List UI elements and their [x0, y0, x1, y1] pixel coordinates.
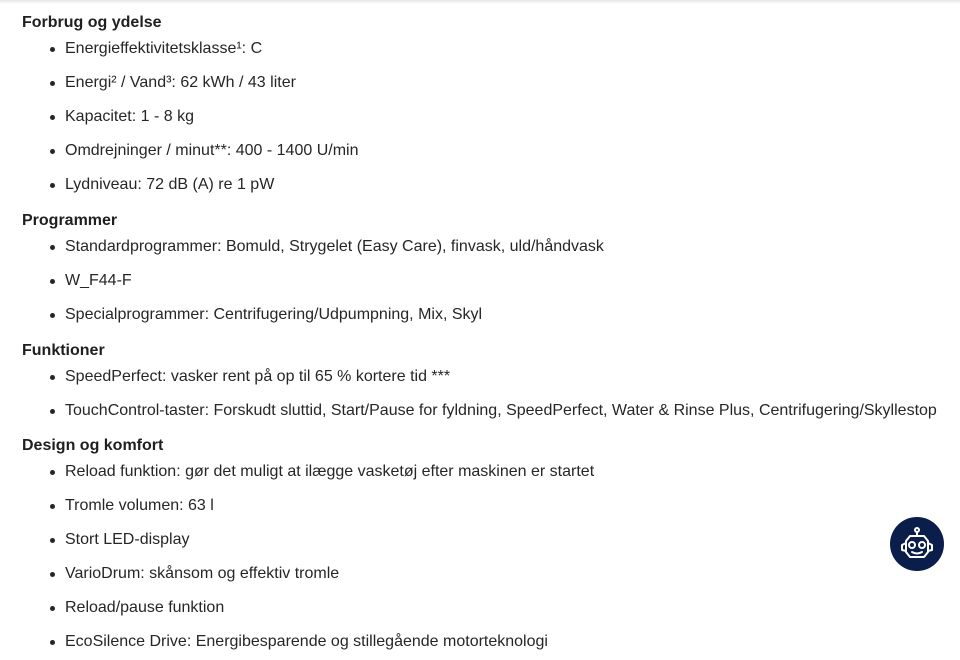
feature-list [22, 456, 922, 660]
list-item-text: Lydniveau: 72 dB (A) re 1 pW [65, 176, 275, 193]
feature-list [22, 33, 922, 203]
list-item-text: W_F44-F [65, 272, 132, 289]
list-item [22, 33, 922, 67]
list-item-text: Omdrejninger / minut**: 400 - 1400 U/min [65, 142, 359, 159]
section-programs [22, 211, 922, 333]
section-title: Forbrug og ydelse [22, 14, 162, 31]
list-item [22, 169, 922, 203]
section-design-comfort [22, 436, 922, 660]
list-item [22, 299, 922, 333]
list-item-text: TouchControl-taster: Forskudt sluttid, Start/Pause for fyldning, SpeedPerfect, Water & Rinse Plus, Centrifugering/Skyllestop [65, 402, 937, 419]
list-item [22, 456, 922, 490]
list-item-text: Standardprogrammer: Bomuld, Strygelet (Easy Care), finvask, uld/håndvask [65, 238, 604, 255]
list-item-text: Tromle volumen: 63 l [65, 497, 214, 514]
section-functions [22, 341, 937, 429]
list-item [22, 524, 922, 558]
list-item-text: Kapacitet: 1 - 8 kg [65, 108, 194, 125]
feature-list [22, 231, 922, 333]
list-item [22, 265, 922, 299]
list-item-text: VarioDrum: skånsom og effektiv tromle [65, 565, 340, 582]
chat-assistant-button[interactable] [890, 517, 944, 571]
feature-list [22, 361, 937, 429]
list-item [22, 101, 922, 135]
robot-icon [897, 524, 937, 564]
list-item [22, 490, 922, 524]
list-item [22, 626, 922, 660]
section-consumption [22, 13, 922, 203]
section-title: Programmer [22, 212, 118, 229]
list-item-text: Specialprogrammer: Centrifugering/Udpumpning, Mix, Skyl [65, 306, 483, 323]
list-item [22, 67, 922, 101]
list-item [22, 558, 922, 592]
list-item-text: Reload/pause funktion [65, 599, 225, 616]
list-item-text: Energieffektivitetsklasse¹: C [65, 40, 263, 57]
list-item [22, 231, 922, 265]
list-item [22, 395, 937, 429]
section-title: Design og komfort [22, 437, 164, 454]
list-item [22, 592, 922, 626]
section-title: Funktioner [22, 342, 105, 359]
list-item [22, 361, 922, 395]
list-item-text: Reload funktion: gør det muligt at ilægge vasketøj efter maskinen er startet [65, 463, 595, 480]
list-item-text: SpeedPerfect: vasker rent på op til 65 % kortere tid *** [65, 368, 451, 385]
header-shadow [0, 0, 960, 4]
list-item-text: Energi² / Vand³: 62 kWh / 43 liter [65, 74, 296, 91]
list-item [22, 135, 922, 169]
list-item-text: Stort LED-display [65, 531, 190, 548]
list-item-text: EcoSilence Drive: Energibesparende og stillegående motorteknologi [65, 633, 548, 650]
